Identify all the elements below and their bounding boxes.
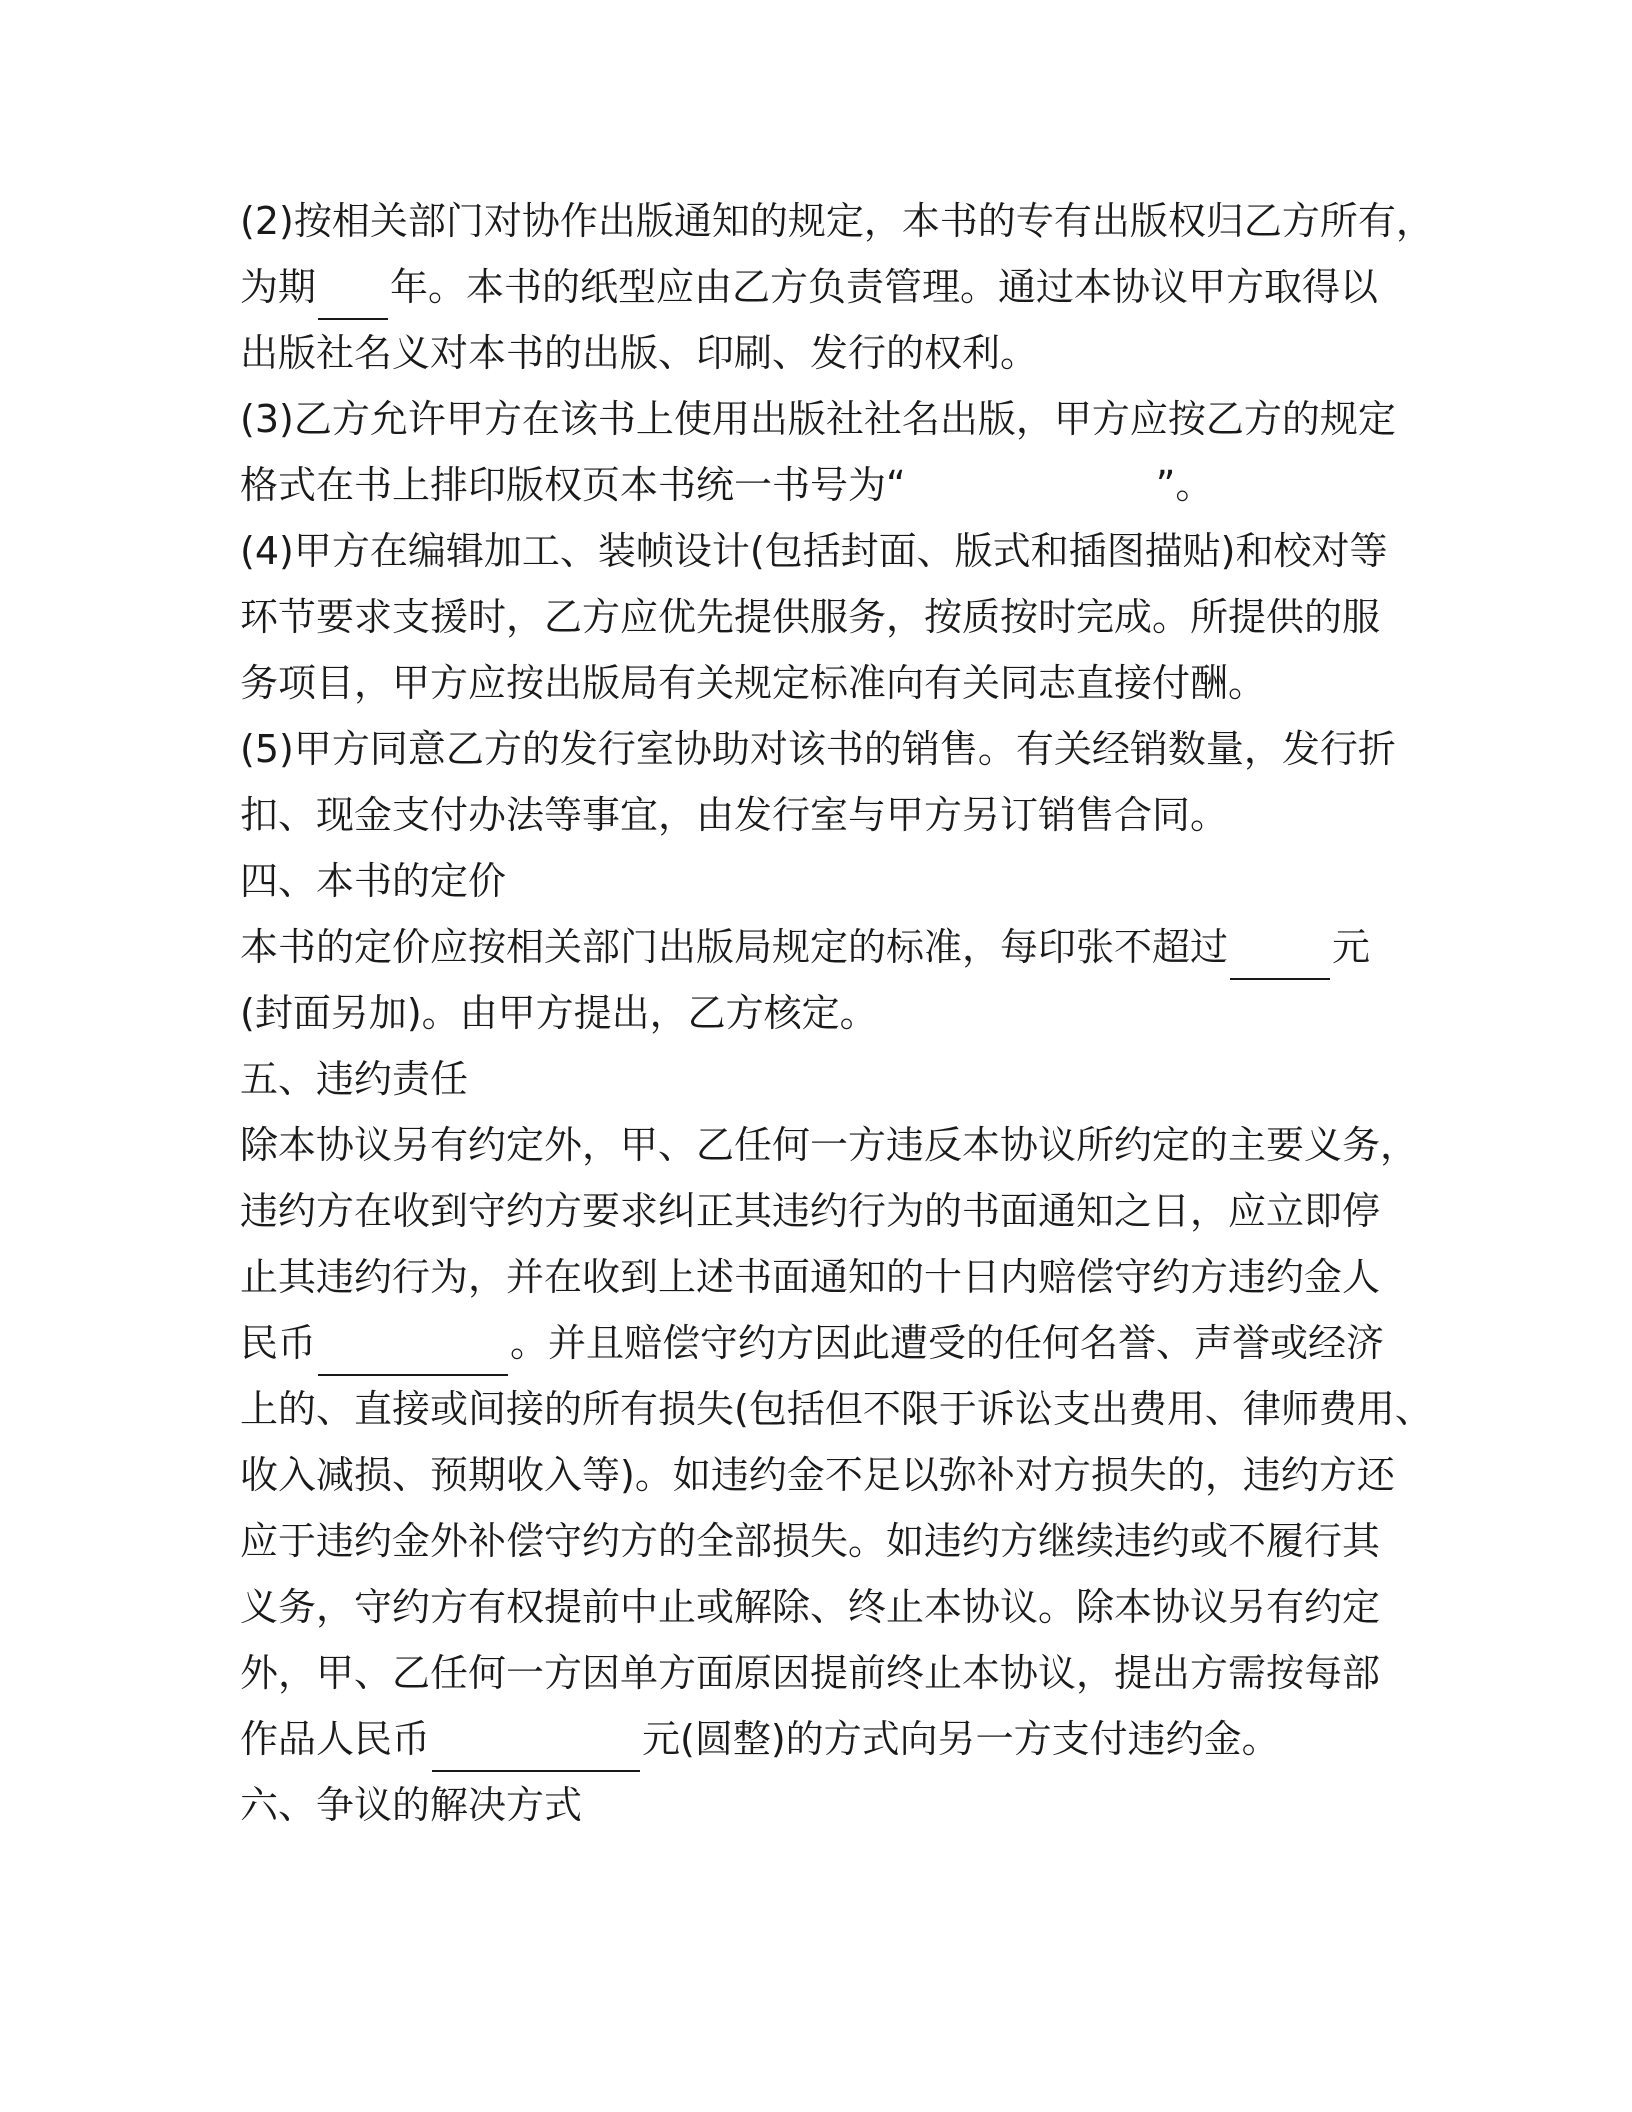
text-line: (3)乙方允许甲方在该书上使用出版社社名出版，甲方应按乙方的规定 bbox=[240, 397, 1396, 441]
section-heading: 五、违约责任 bbox=[240, 1057, 469, 1101]
text-line: 务项目，甲方应按出版局有关规定标准向有关同志直接付酬。 bbox=[240, 661, 1267, 705]
text-line: 民币 。并且赔偿守约方因此遭受的任何名誉、声誉或经济 bbox=[240, 1310, 1420, 1376]
fill-in-blank-years[interactable] bbox=[318, 274, 388, 320]
text-line: (5)甲方同意乙方的发行室协助对该书的销售。有关经销数量，发行折 bbox=[240, 727, 1396, 771]
text-line: 环节要求支援时，乙方应优先提供服务，按质按时完成。所提供的服 bbox=[240, 595, 1381, 639]
text-line: 作品人民币 元(圆整)的方式向另一方支付违约金。 bbox=[240, 1706, 1420, 1772]
text-line: 止其违约行为，并在收到上述书面通知的十日内赔偿守约方违约金人 bbox=[240, 1255, 1381, 1299]
text-line: 应于违约金外补偿守约方的全部损失。如违约方继续违约或不履行其 bbox=[240, 1519, 1381, 1563]
fill-in-blank-price[interactable] bbox=[1230, 934, 1330, 980]
text-line: (4)甲方在编辑加工、装帧设计(包括封面、版式和插图描贴)和校对等 bbox=[240, 529, 1388, 573]
section-heading: 六、争议的解决方式 bbox=[240, 1783, 583, 1827]
text-line: 扣、现金支付办法等事宜，由发行室与甲方另订销售合同。 bbox=[240, 793, 1229, 837]
text-line: 上的、直接或间接的所有损失(包括但不限于诉讼支出费用、律师费用、 bbox=[240, 1387, 1433, 1431]
section-heading: 四、本书的定价 bbox=[240, 859, 507, 903]
contract-body bbox=[240, 188, 1434, 1838]
text-line: (封面另加)。由甲方提出，乙方核定。 bbox=[240, 991, 878, 1035]
text-line: 违约方在收到守约方要求纠正其违约行为的书面通知之日，应立即停 bbox=[240, 1189, 1381, 1233]
text-line: 除本协议另有约定外，甲、乙任何一方违反本协议所约定的主要义务， bbox=[240, 1123, 1419, 1167]
fill-in-blank-termination-amount[interactable] bbox=[432, 1726, 640, 1772]
text-line: 外，甲、乙任何一方因单方面原因提前终止本协议，提出方需按每部 bbox=[240, 1651, 1381, 1695]
text-line: (2)按相关部门对协作出版通知的规定，本书的专有出版权归乙方所有， bbox=[240, 199, 1434, 243]
text-line: 出版社名义对本书的出版、印刷、发行的权利。 bbox=[240, 331, 1039, 375]
text-line: 收入减损、预期收入等)。如违约金不足以弥补对方损失的，违约方还 bbox=[240, 1453, 1395, 1497]
text-line: 义务，守约方有权提前中止或解除、终止本协议。除本协议另有约定 bbox=[240, 1585, 1381, 1629]
text-line: 本书的定价应按相关部门出版局规定的标准，每印张不超过 元 bbox=[240, 914, 1420, 980]
text-line: 为期 年。本书的纸型应由乙方负责管理。通过本协议甲方取得以 bbox=[240, 254, 1420, 320]
text-line: 格式在书上排印版权页本书统一书号为“ ”。 bbox=[240, 463, 1214, 507]
fill-in-blank-penalty-amount[interactable] bbox=[318, 1330, 508, 1376]
